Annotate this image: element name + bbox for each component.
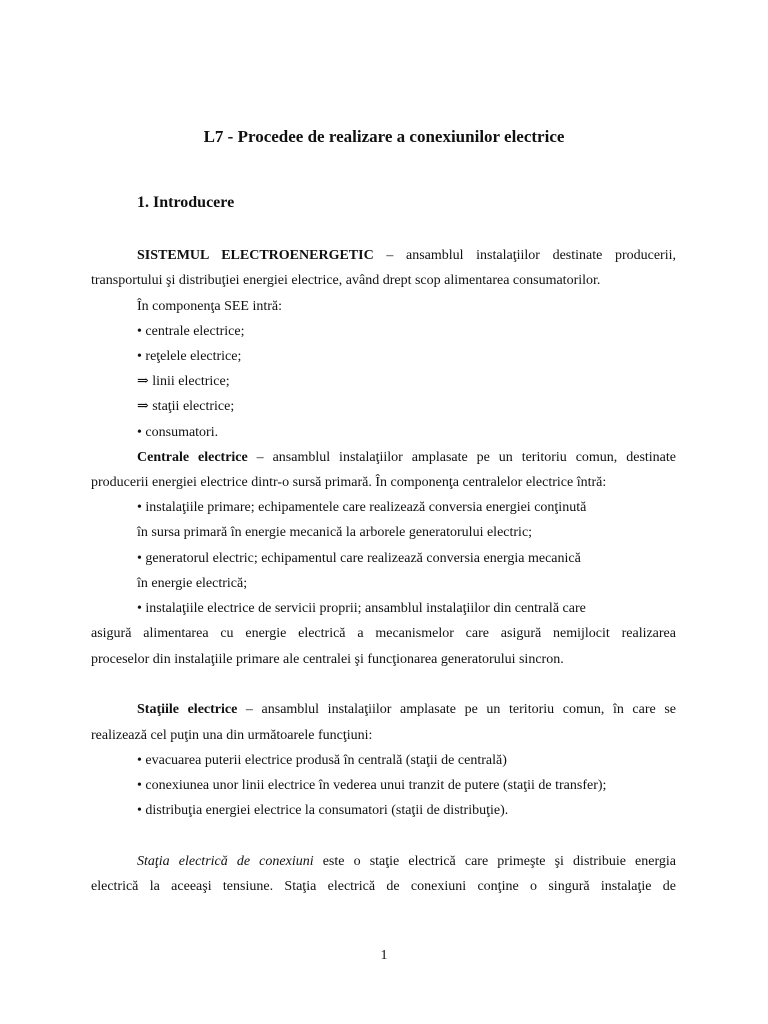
page-number: 1 [380, 948, 388, 963]
list-item: • evacuarea puterii electrice produsă în centrală (staţii de centrală) [137, 753, 507, 768]
list-item: • instalaţiile primare; echipamentele care realizează conversia energiei conţinută [137, 500, 587, 515]
list-item: ⇒ linii electrice; [137, 374, 230, 389]
list-item-continuation: proceselor din instalaţiile primare ale centralei şi funcţionarea generatorului sincron. [91, 652, 564, 667]
paragraph-conexiuni-line1 [137, 853, 676, 871]
list-item: • generatorul electric; echipamentul care realizează conversia energia mecanică [137, 551, 581, 566]
list-item-continuation: asigură alimentarea cu energie electrică a mecanismelor care asigură nemijlocit realizarea [91, 626, 676, 641]
list-item: • consumatori. [137, 425, 219, 440]
paragraph-conexiuni-line2: electrică la aceeaşi tensiune. Staţia electrică de conexiuni conţine o singură instalaţie de [91, 879, 676, 894]
list-item: ⇒ staţii electrice; [137, 399, 235, 414]
list-item: • conexiunea unor linii electrice în vederea unui tranzit de putere (staţii de transfer); [137, 778, 607, 793]
paragraph-see-line1 [137, 247, 676, 265]
term-conexiuni: Staţia electrică de conexiuni [137, 854, 314, 869]
paragraph-text: este o staţie electrică care primeşte şi distribuie energia [313, 854, 676, 869]
see-intro: În componenţa SEE intră: [137, 299, 283, 314]
list-item-continuation: în energie electrică; [137, 576, 248, 591]
paragraph-text: – ansamblul instalaţiilor amplasate pe un teritoriu comun, destinate [247, 450, 676, 465]
term-see: SISTEMUL ELECTROENERGETIC [137, 248, 374, 263]
page-title: L7 - Procedee de realizare a conexiunilor electrice [203, 127, 565, 146]
list-item: • distribuţia energiei electrice la consumatori (staţii de distribuţie). [137, 803, 509, 818]
paragraph-statii-line1 [137, 701, 676, 719]
term-statii: Staţiile electrice [137, 702, 238, 717]
term-centrale: Centrale electrice [137, 450, 248, 465]
paragraph-text: – ansamblul instalaţiilor amplasate pe un teritoriu comun, în care se [237, 702, 676, 717]
list-item: • reţelele electrice; [137, 349, 242, 364]
section-heading: 1. Introducere [137, 194, 235, 211]
paragraph-statii-line2: realizează cel puţin una din următoarele funcţiuni: [91, 728, 373, 743]
paragraph-centrale-line2: producerii energiei electrice dintr-o sursă primară. În componenţa centralelor electrice întră: [91, 475, 607, 490]
list-item: • instalaţiile electrice de servicii proprii; ansamblul instalaţiilor din centrală care [137, 601, 586, 616]
paragraph-text: – ansamblul instalaţiilor destinate producerii, [373, 248, 676, 263]
list-item-continuation: în sursa primară în energie mecanică la arborele generatorului electric; [137, 525, 533, 540]
list-item: • centrale electrice; [137, 324, 245, 339]
paragraph-see-line2: transportului şi distribuţiei energiei electrice, având drept scop alimentarea consumatorilor. [91, 273, 601, 288]
paragraph-centrale-line1 [137, 449, 676, 467]
